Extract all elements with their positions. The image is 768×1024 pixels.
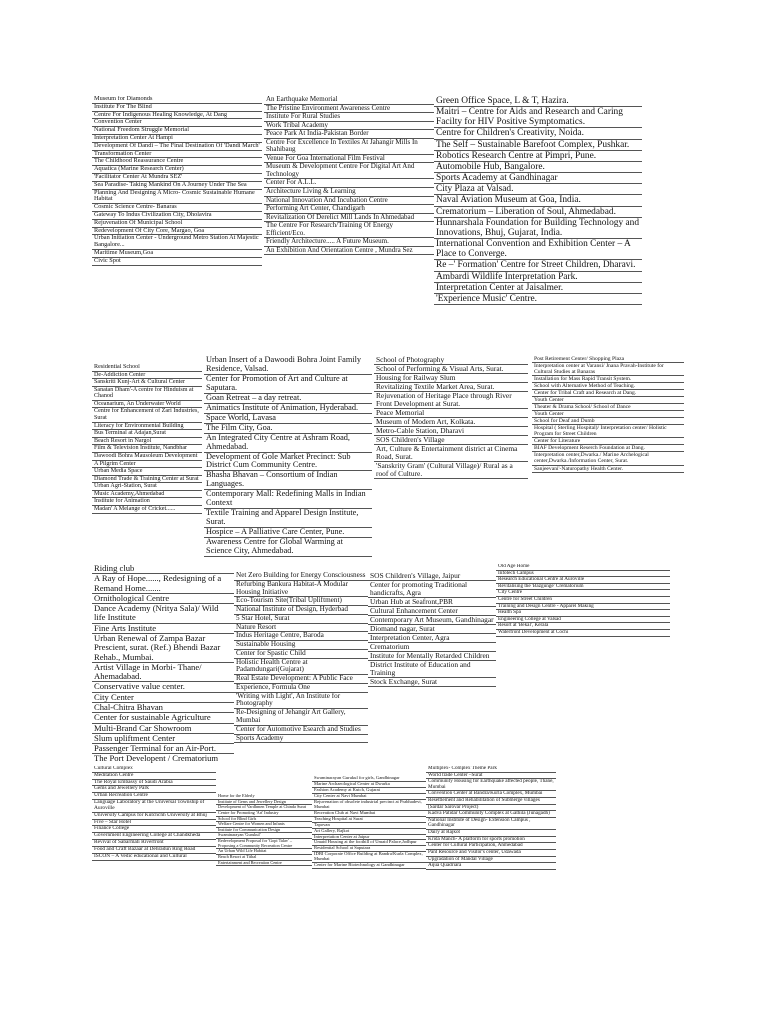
list-item: Real Estate Development: A Public Face [234, 675, 368, 684]
list-item: Music Academy,Ahmedabad [92, 491, 202, 499]
list-item: Residential School [92, 364, 202, 372]
list-item: Architecture Living & Learning [264, 188, 434, 197]
list-item: ISCON – A Vedic educational and Cultural [92, 854, 216, 861]
list-item: Meditation Centre [92, 773, 216, 780]
list-item: Oceanarium, An Underwater World [92, 401, 202, 409]
list-item: Centre for Children's Creativity, Noida. [434, 128, 642, 139]
list-item: Urban Recreation Centre [92, 793, 216, 800]
list-item: Upgradation of Mandal Village [426, 857, 556, 864]
list-item: Cultural Complex [92, 766, 216, 773]
list-item: Re-Designing of Jehangir Art Gallery, Mumbai [234, 709, 368, 726]
list-item: Interpretation center,Dwarka./ Marine Archelogical center,Dwarka./Information Center, Surat. [532, 452, 684, 465]
block-2-column-1 [92, 364, 202, 514]
list-item: Revitalising the 'Bazgunge' Crematorium [496, 584, 670, 591]
list-item: Swaminarayan Gurukul for girls, Gandhinagar [312, 776, 426, 782]
list-item: Artist Village in Morbi- Thane/ Ahemadabad. [92, 663, 234, 683]
list-item: Indus Heritage Centre, Baroda [234, 632, 368, 641]
list-item: 'Experience Music' Centre. [434, 294, 642, 305]
list-item: Revival of Sabarmati Riverfront [92, 840, 216, 847]
list-item: Performing Art Center, Chandigarh [264, 205, 434, 214]
list-item: Ornithological Centre [92, 594, 234, 604]
list-item: School for Deaf and Dumb [532, 418, 684, 425]
block-3-column-4 [496, 564, 670, 637]
list-item: An Earthquake Memorial [264, 96, 434, 105]
list-item: Metro-Cable Station, Dharavi [374, 427, 528, 436]
list-item: Interpretation center at Varansi/ Jnana Pravah-Institute for Cultural Studies at Banaras [532, 363, 684, 376]
list-item: Conservative value center. [92, 682, 234, 692]
list-item: The Self – Sustainable Barefoot Complex, Pushkar. [434, 140, 642, 151]
list-item: Multiplex- Complex Theme Park [426, 766, 556, 773]
list-item: School of Photography [374, 356, 528, 365]
list-item: International Convention and Exhibition Center – A Place to Converge. [434, 239, 642, 260]
list-item: Goan Retreat – a day retreat. [204, 394, 372, 404]
list-item: Rejuvenation Of Municipal School [92, 220, 262, 228]
list-item: Refurbing Bankura Habitat-A Modular Housing Initiative [234, 581, 368, 598]
list-item: Centre For Indigenous Healing Knowledge, At Dang [92, 112, 262, 120]
list-item: Theater & Drama School/ School of Dance [532, 404, 684, 411]
list-item: Center for Spastic Child [234, 650, 368, 659]
list-item: Robotics Research Centre at Pimpri, Pune. [434, 151, 642, 162]
list-item: The Film City, Goa. [204, 424, 372, 434]
list-item: Cultural Enhancement Center [368, 607, 496, 616]
list-item: Urban Hub at Seafront,PBR [368, 598, 496, 607]
list-item: Centre for Promoting 'Art' Industry [216, 811, 312, 817]
list-item: National Institute of Design, Hyderbad [234, 606, 368, 615]
block-2-column-4 [532, 356, 684, 473]
list-item: The Pristine Environment Awareness Centre [264, 105, 434, 114]
list-item: World trade Center –Surat [426, 773, 556, 780]
list-item: IDBI Corporate Office Building at Bandra/Kurla Complex, Mumbai [312, 852, 426, 863]
list-item: Space World, Lavasa [204, 414, 372, 424]
list-item: BIAF Development Reserch Foundation at Dang. [532, 445, 684, 452]
list-item: Youth Center [532, 411, 684, 418]
list-item: Kadva Patidar Community Complex at Gathila (Junagadh) [426, 811, 556, 818]
block-1-column-3 [434, 96, 642, 305]
list-item: Center for Promotion of Art and Culture at Saputara. [204, 375, 372, 394]
list-item: Contemporary Mall: Redefining Malls in Indian Context [204, 490, 372, 509]
list-item: Center for Marine Biotechnology at Gandhinagar [312, 863, 426, 869]
list-item: Resettlement and Rehabilitation of Submerge villages [426, 798, 556, 805]
list-item: Multi-Brand Car Showroom [92, 724, 234, 734]
list-item: Peace Park At India-Pakistan Border [264, 130, 434, 139]
list-item: Center for sustainable Agriculture [92, 713, 234, 723]
block-1-column-2 [264, 96, 434, 255]
list-item: Venue For Goa International Film Festival [264, 155, 434, 164]
list-item: Animatics Institute of Animation, Hyderabad. [204, 404, 372, 414]
list-item: Centre for Street Children [496, 597, 670, 604]
list-item: Gems and Jewellery Park [92, 786, 216, 793]
list-item: City Center [92, 693, 234, 703]
list-item: Aqua Quadriara [426, 863, 556, 870]
list-item: Art Gallery, Rajkot [312, 829, 426, 835]
list-item: Redevelopment Of City Core, Margao, Goa [92, 228, 262, 236]
list-item: Sports Academy [234, 735, 368, 744]
list-item: Research Educational Centre at Auroville [496, 577, 670, 584]
block-2-column-2 [204, 356, 372, 557]
list-item: Revitalizing Textile Market Area, Surat. [374, 383, 528, 392]
list-item: SOS Children's Village, Jaipur [368, 572, 496, 581]
project-list-block-4 [92, 766, 678, 932]
list-item: Training and Design Centre - Apparel Making [496, 604, 670, 611]
list-item: Passenger Terminal for an Air-Port. [92, 744, 234, 754]
list-item: An Integrated City Centre at Ashram Road, Ahmedabad. [204, 434, 372, 453]
list-item: Center for Literature [532, 438, 684, 445]
project-list-block-1 [92, 96, 642, 350]
list-item: Urban Agri-Station, Surat [92, 483, 202, 491]
list-item: Eco-Tourism Site(Tribal Upliftment) [234, 597, 368, 606]
list-item: Chal-Chitra Bhavan [92, 703, 234, 713]
list-item: Bhasha Bhavan – Consortium of Indian Languages. [204, 471, 372, 490]
list-item: Urban Renewal of Zampa Bazar Prescient, surat. (Ref.) Bhendi Bazar Rehab., Mumbai. [92, 634, 234, 663]
list-item: Development Of Dandi – The Final Destination Of 'Dandi March' [92, 143, 262, 151]
list-item: 5 Star Hotel, Surat [234, 615, 368, 624]
list-item: Naval Aviation Museum at Goa, India. [434, 195, 642, 206]
list-item: Crematorium [368, 643, 496, 652]
list-item: Resort at 'Bekal', Kerala [496, 623, 670, 630]
list-item: Experience, Formula One [234, 684, 368, 693]
list-item: The Royal Embassy of Saudi Arabia [92, 780, 216, 787]
list-item: Center for Tribal Craft and Research at Dang. [532, 390, 684, 397]
list-item: Maritime Museum,Goa [92, 250, 262, 258]
list-item: Crematorium – Liberation of Soul, Ahmedabad. [434, 207, 642, 218]
list-item: Fashion Academy at Kutch, Gujarat [312, 788, 426, 794]
list-item: Revitalization Of Derelict Mill Lands In Ahmedabad [264, 214, 434, 223]
list-item: SOS Children's Village [374, 436, 528, 445]
list-item: Rejuvenation of Heritage Place through River Front Development at Surat. [374, 392, 528, 409]
list-item: De-Addiction Center [92, 372, 202, 380]
list-item: Recreation Club at Navi Mumbai [312, 811, 426, 817]
list-item: Friendly Architecture..... A Future Museum. [264, 238, 434, 247]
list-item: City Plaza at Valsad. [434, 184, 642, 195]
list-item: Residential School at Saputara [312, 846, 426, 852]
list-item: Food and Craft Bazaar at Dehradun Ring Road [92, 847, 216, 854]
list-item: Art, Culture & Entertainment district at Cinema Road, Surat. [374, 445, 528, 462]
list-item: Urban Insert of a Dawoodi Bohra Joint Family Residence, Valsad. [204, 356, 372, 375]
list-item: The Centre For Research/Training Of Energy Efficient/Eco. [264, 222, 434, 238]
list-item: Diomand nagar, Surat [368, 625, 496, 634]
list-item: Civic Spot [92, 258, 262, 266]
list-item: Rejuvenation of obsolete industrial precinct at Prabhadevi, Mumbai [312, 800, 426, 811]
list-item: 'Sanskrity Gram' (Cultural Village)/ Rural as a roof of Culture. [374, 462, 528, 479]
list-item: Interpretation Center at Jaisalmer. [434, 283, 642, 294]
list-item: National Innovation And Incubation Centre [264, 197, 434, 206]
list-item: Sanskriti Kunj-Art & Cultural Center [92, 379, 202, 387]
list-item: Health Spa [496, 610, 670, 617]
project-list-block-3 [92, 564, 670, 764]
list-item: Umaid Housing at the foothill of Umaid Palace,Jodhpur [312, 840, 426, 846]
list-item: Hospice – A Palliative Care Center, Pune. [204, 528, 372, 538]
list-item: Center for Automotive Esearch and Studies [234, 726, 368, 735]
list-item: Diamond Trade & Training Center at Surat [92, 476, 202, 484]
list-item: Literacy for Environmental Building [92, 423, 202, 431]
list-item: University Campus for Kutchchh University at Bhuj [92, 813, 216, 820]
list-item: Planning And Designing A Micro- Cosmic Sustainable Humane Habitat [92, 190, 262, 205]
list-item: Institute for Communication Design [216, 828, 312, 834]
list-item: Center for Cultural Participation, Ahmedabad [426, 843, 556, 850]
list-item: The Childhood Reassurance Centre [92, 158, 262, 166]
list-item: Stock Exchange, Surat [368, 678, 496, 687]
list-item: Dairy at Rajkot [426, 830, 556, 837]
list-item: Development of Gole Market Precinct: Sub District Cum Community Centre. [204, 453, 372, 472]
list-item: The Port Developent / Crematorium [92, 754, 234, 764]
list-item: Work Tribal Academy [264, 122, 434, 131]
block-4-column-4 [426, 766, 556, 870]
list-item: Beach Resort in Nargol [92, 438, 202, 446]
list-item: Urban Media Space [92, 468, 202, 476]
list-item: Pant Resource and Visitor's center, Udawada [426, 850, 556, 857]
list-item: 'Writing with Light', An Institute for Photography [234, 693, 368, 710]
list-item: Museum of Modern Art, Kolkata. [374, 418, 528, 427]
list-item: Fine Arts Institute [92, 624, 234, 634]
list-item: Swaminarayan 'Gurukul' [216, 833, 312, 839]
block-4-column-3 [312, 776, 426, 869]
list-item: Hospital ( Sterling Hospital)/ Interpretation center/ Holistic Program for Street Children [532, 425, 684, 438]
list-item: Development of Vardhmen Temple at Chinda Surat [216, 805, 312, 811]
list-item: School for Blind Girls [216, 817, 312, 823]
list-item: National Institute of Design- Extension Campus , Gandhinagar [426, 818, 556, 830]
list-item: Centre For Excellence In Textiles At Jahangir Mills In Shahibaug [264, 139, 434, 155]
list-item: Sustainable Housing [234, 641, 368, 650]
list-item: An Exhibition And Orientation Centre , Mundra Sez [264, 247, 434, 256]
list-item: Housing for Railway Slum [374, 374, 528, 383]
list-item: Engineering College at Valsad [496, 617, 670, 624]
block-4-column-2 [216, 794, 312, 866]
list-item: An Urban Wild Life Habitat [216, 849, 312, 855]
list-item: Institute for Animation [92, 498, 202, 506]
list-item: Madan' A Melange of Cricket...... [92, 506, 202, 514]
list-item: Bus Terminal at Adajan,Surat [92, 430, 202, 438]
list-item: Tapovan [312, 823, 426, 829]
list-item: Museum for Diamonds [92, 96, 262, 104]
list-item: Youth Center [532, 397, 684, 404]
list-item: Welfare Centre for Women and Infants [216, 822, 312, 828]
list-item: (Sardar Sarovar Project) [426, 805, 556, 812]
list-item: Beach Resort at Tithal [216, 855, 312, 861]
list-item: Sanatan Dham'-A centre for Hinduism at Chanod [92, 387, 202, 401]
list-item: Transformation Center [92, 151, 262, 159]
list-item: Nature Resort [234, 624, 368, 633]
list-item: Institute of Gems and Jewellery Design [216, 800, 312, 806]
list-item: Sanjeevani'-Naturopathy Health Center. [532, 466, 684, 473]
list-item: Sea Paradise- Taking Mankind On A Journey Under The Sea [92, 182, 262, 190]
list-item: Aquatica (Marine Research Center) [92, 166, 262, 174]
list-item: Old Age Home [496, 564, 670, 571]
list-item: Interpretation Center at Jaipur [312, 835, 426, 841]
list-item: Maitri – Centre for Aids and Research and Caring Facilty for HIV Positive Symptomatics. [434, 107, 642, 128]
list-item: Post Retirement Center/ Shopping Plaza [532, 356, 684, 363]
list-item: Hunnarshala Foundation for Building Technology and Innovations, Bhuj, Gujarat, India. [434, 218, 642, 239]
list-item: Marine Archaeological Center at Dwarka [312, 782, 426, 788]
block-1-column-1 [92, 96, 262, 266]
list-item: Automobile Hub, Bangalore. [434, 162, 642, 173]
list-item: City Centre [496, 590, 670, 597]
list-item: Convention Center [92, 119, 262, 127]
list-item: Riding club [92, 564, 234, 574]
list-item: Textile Training and Apparel Design Institute, Surat. [204, 509, 372, 528]
list-item: Centre for Enhancement of Zari Industries, Surat [92, 408, 202, 422]
list-item: Home for the Elderly [216, 794, 312, 800]
block-3-column-3 [368, 572, 496, 687]
list-item: Green Office Space, L & T, Hazira. [434, 96, 642, 107]
list-item: Entertainment and Recreation Centre [216, 861, 312, 867]
list-item: Language Laboratory at the Universal Township of Auroville [92, 800, 216, 813]
list-item: Center for promoting Traditional handicrafts, Agra [368, 581, 496, 598]
list-item: Ambardi Wildlife Interpretation Park. [434, 272, 642, 283]
list-item: Museum & Development Centre For Digital Art And Technology [264, 163, 434, 179]
list-item: Five – Star Hotel [92, 820, 216, 827]
list-item: Dance Academy (Nritya Sala)/ Wild life Institute [92, 604, 234, 624]
list-item: Holistic Health Centre at Padamdungari(Gujarat) [234, 659, 368, 676]
list-item: Film & Television Institute, Nandbhar [92, 445, 202, 453]
list-item: A Ray of Hope......, Redesigning of a Remand Home....... [92, 574, 234, 594]
list-item: Contemporary Art Museum, Gandhinagar [368, 616, 496, 625]
list-item: Redevelopment Proposal for 'Gopi Talav' – Proposing a Community Recreation Centre [216, 839, 312, 849]
list-item: Waterfront Development at Cochi [496, 630, 670, 637]
list-item: District Institute of Education and Training [368, 661, 496, 678]
list-item: School of Performing & Visual Arts, Surat. [374, 365, 528, 374]
list-item: Government Engineering College at Chandkheda [92, 833, 216, 840]
block-3-column-1 [92, 564, 234, 764]
list-item: Net Zero Building for Energy Consciousness [234, 572, 368, 581]
list-item: Institute for Mentally Retarded Children [368, 652, 496, 661]
list-item: Installation for Mass Rapid Transit System. [532, 376, 684, 383]
list-item: A Pilgrim Center [92, 461, 202, 469]
list-item: Finance College [92, 826, 216, 833]
block-3-column-2 [234, 572, 368, 743]
list-item: Slum upliftment Center [92, 734, 234, 744]
list-item: School with Alternative Method of Teaching. [532, 383, 684, 390]
list-item: Community Housing for Earthquake affected people, Thane, Mumbai [426, 779, 556, 791]
list-item: Interpretation Center At Hampi [92, 135, 262, 143]
list-item: Sports Academy at Gandhinagar [434, 173, 642, 184]
list-item: Awareness Centre for Global Warming at Science City, Ahmedabad. [204, 538, 372, 557]
list-item: Teaching Hospital at Surat [312, 817, 426, 823]
list-item: Peace Memorial [374, 409, 528, 418]
list-item: 'Facilitator Center At Mundra SEZ' [92, 174, 262, 182]
list-item: Cosmic Science Centre- Banaras [92, 204, 262, 212]
list-item: Dawoodi Bohra Mausoleum Development [92, 453, 202, 461]
block-2-column-3 [374, 356, 528, 479]
list-item: Interpretation Center, Agra [368, 634, 496, 643]
list-item: Center For A.L.L. [264, 179, 434, 188]
list-item: Gateway To Indus Civilization City, Dholavira [92, 212, 262, 220]
list-item: Krida Manch- A platform for sports promotion [426, 837, 556, 844]
list-item: Infotech Campus [496, 571, 670, 578]
list-item: Urban Initiation Center - Underground Metro Station At Majestic Bangalore... [92, 235, 262, 250]
list-item: National Freedom Struggle Memorial [92, 127, 262, 135]
project-list-block-2 [92, 356, 684, 562]
list-item: Re –' Formation' Centre for Street Children, Dharavi. [434, 260, 642, 271]
list-item: City Center at Navi Mumbai [312, 794, 426, 800]
list-item: Institute For Rural Studies [264, 113, 434, 122]
list-item: Institute For The Blind [92, 104, 262, 112]
list-item: Convention Center at Bandra/Kurla Complex, Mumbai [426, 791, 556, 798]
block-4-column-1 [92, 766, 216, 861]
